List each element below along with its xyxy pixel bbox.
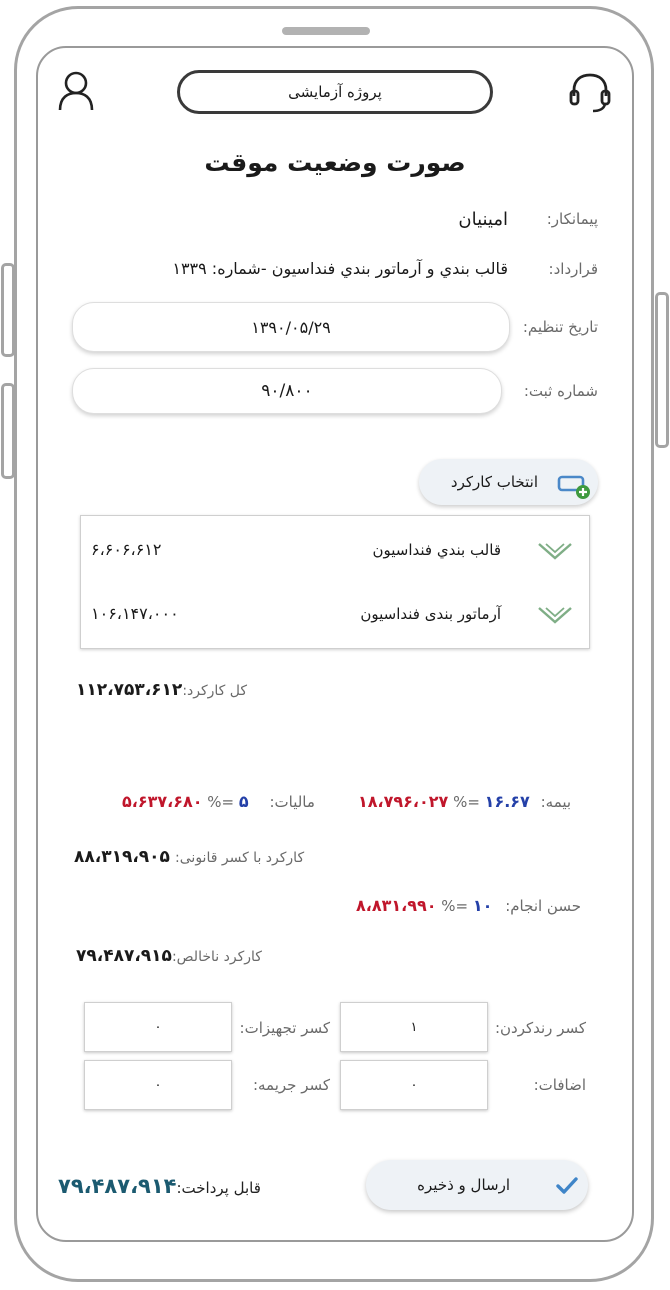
project-title: پروژه آزمایشی (288, 83, 382, 101)
rounding-label: کسر رندکردن: (494, 1019, 586, 1037)
reg-number-label: شماره ثبت: (523, 382, 598, 400)
side-button-right (655, 292, 669, 448)
tax-row (122, 792, 315, 811)
submit-label: ارسال و ذخیره (417, 1176, 510, 1194)
tax-label: مالیات: (269, 793, 315, 811)
side-button-left-bottom (1, 383, 15, 479)
work-items-list (80, 515, 590, 649)
payable-row (58, 1174, 261, 1198)
total-work-row (76, 680, 247, 702)
additions-value: ۰ (410, 1077, 418, 1093)
submit-button[interactable] (366, 1160, 588, 1210)
headset-icon (568, 70, 612, 114)
set-date-field[interactable] (72, 302, 510, 352)
reg-number-field[interactable] (72, 368, 502, 414)
list-item-amount: ۱۰۶،۱۴۷،۰۰۰ (91, 604, 179, 623)
equipment-value: ۰ (154, 1019, 162, 1035)
good-perf-amount: ۸،۸۳۱،۹۹۰ (356, 896, 437, 915)
project-title-bar[interactable] (177, 70, 493, 114)
additions-input[interactable] (340, 1060, 488, 1110)
total-work-value: ۱۱۲،۷۵۳،۶۱۲ (76, 680, 183, 700)
good-perf-percent: ۱۰ (472, 896, 493, 915)
tax-amount: ۵،۶۳۷،۶۸۰ (122, 792, 203, 811)
reg-number-value: ۹۰/۸۰۰ (261, 381, 313, 401)
net-work-value: ۷۹،۴۸۷،۹۱۵ (76, 946, 172, 966)
list-item-name: آرماتور بندی فنداسیون (360, 605, 501, 623)
insurance-amount: ۱۸،۷۹۶،۰۲۷ (358, 792, 449, 811)
contractor-label: پیمانکار: (546, 210, 598, 228)
net-work-label: کارکرد ناخالص: (171, 949, 262, 965)
add-list-icon (557, 472, 591, 502)
list-item-amount: ۶،۶۰۶،۶۱۲ (91, 540, 162, 559)
insurance-label: بیمه: (540, 793, 572, 811)
equipment-input[interactable] (84, 1002, 232, 1052)
rounding-input[interactable] (340, 1002, 488, 1052)
speaker-grille (282, 27, 370, 35)
list-item[interactable] (81, 530, 589, 570)
penalty-label: کسر جریمه: (252, 1076, 330, 1094)
page-title: صورت وضعیت موقت (204, 148, 466, 177)
checkmark-icon (556, 1177, 578, 1195)
set-date-label: تاریخ تنظیم: (522, 318, 598, 336)
chevron-down-icon[interactable] (537, 540, 573, 562)
penalty-input[interactable] (84, 1060, 232, 1110)
good-perf-label: حسن انجام: (505, 897, 581, 915)
rounding-value: ۱ (410, 1019, 418, 1035)
contract-value: قالب بندي و آرماتور بندي فنداسيون -شماره: ۱۳۳۹ (172, 259, 508, 278)
profile-button[interactable] (56, 70, 96, 112)
work-legal-row (74, 847, 304, 867)
payable-value: ۷۹،۴۸۷،۹۱۴ (58, 1174, 177, 1198)
insurance-row (358, 792, 571, 811)
total-work-label: کل کارکرد: (182, 683, 248, 699)
side-button-left-top (1, 263, 15, 357)
tax-percent: ۵ (238, 792, 249, 811)
support-button[interactable] (568, 70, 612, 114)
good-perf-unit: %= (441, 897, 469, 915)
select-work-button[interactable] (419, 459, 598, 505)
equipment-label: کسر تجهیزات: (239, 1019, 330, 1037)
good-perf-row (356, 896, 581, 915)
payable-label: قابل پرداخت: (176, 1179, 261, 1197)
contractor-value: امینیان (458, 209, 508, 230)
work-legal-label: کارکرد با کسر قانونی: (175, 850, 305, 866)
contract-label: قرارداد: (548, 260, 598, 278)
select-work-label: انتخاب کارکرد (450, 473, 538, 491)
penalty-value: ۰ (154, 1077, 162, 1093)
additions-label: اضافات: (533, 1076, 586, 1094)
user-icon (56, 70, 96, 112)
chevron-down-icon[interactable] (537, 604, 573, 626)
net-work-row (76, 946, 262, 966)
insurance-percent: ۱۶.۶۷ (484, 792, 530, 811)
tax-unit: %= (207, 793, 235, 811)
work-legal-value: ۸۸،۳۱۹،۹۰۵ (74, 847, 170, 867)
set-date-value: ۱۳۹۰/۰۵/۲۹ (251, 317, 331, 337)
list-item-name: قالب بندي فنداسيون (372, 541, 501, 559)
list-item[interactable] (81, 594, 589, 634)
insurance-unit: %= (453, 793, 480, 811)
